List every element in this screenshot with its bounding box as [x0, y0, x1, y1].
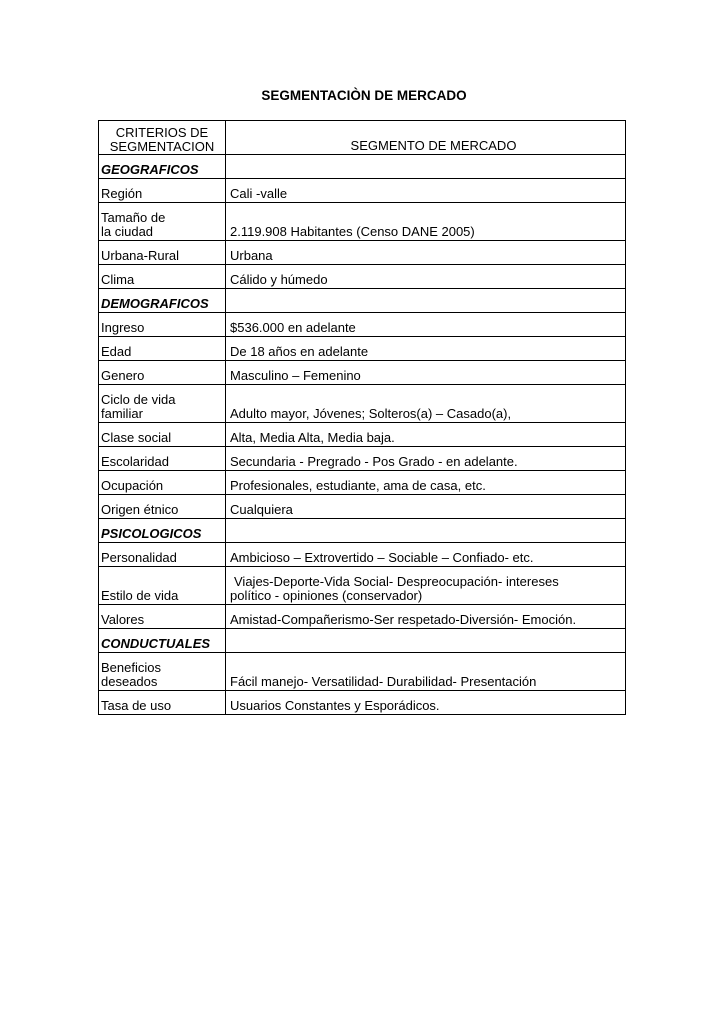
row-value: Cali -valle [226, 179, 626, 203]
table-header-row [99, 121, 626, 155]
row-value: Cálido y húmedo [226, 265, 626, 289]
criteria-header [99, 121, 226, 155]
table-row [99, 543, 626, 567]
section-row [99, 289, 626, 313]
row-label: Escolaridad [99, 447, 226, 471]
table-row [99, 495, 626, 519]
criteria-header-line1: CRITERIOS DE [115, 125, 209, 140]
row-label [99, 203, 226, 241]
row-label-line2: deseados [101, 674, 158, 689]
row-label: Tasa de uso [99, 691, 226, 715]
table-row [99, 653, 626, 691]
row-value: Masculino – Femenino [226, 361, 626, 385]
segmentation-table [98, 120, 626, 715]
row-label: Origen étnico [99, 495, 226, 519]
table-row [99, 447, 626, 471]
row-value [226, 567, 626, 605]
row-value: Fácil manejo- Versatilidad- Durabilidad- Presentación [226, 653, 626, 691]
row-label: Clase social [99, 423, 226, 447]
row-label: Valores [99, 605, 226, 629]
table-row [99, 337, 626, 361]
section-demograficos: DEMOGRAFICOS [99, 289, 226, 313]
section-row [99, 155, 626, 179]
row-label: Clima [99, 265, 226, 289]
row-value: Amistad-Compañerismo-Ser respetado-Diversión- Emoción. [226, 605, 626, 629]
table-row [99, 691, 626, 715]
row-value: Ambicioso – Extrovertido – Sociable – Confiado- etc. [226, 543, 626, 567]
row-value: Alta, Media Alta, Media baja. [226, 423, 626, 447]
criteria-header-line2: SEGMENTACION [109, 138, 215, 154]
row-value: Urbana [226, 241, 626, 265]
row-label: Genero [99, 361, 226, 385]
table-row [99, 605, 626, 629]
row-label-line2: la ciudad [101, 224, 154, 239]
row-label: Urbana-Rural [99, 241, 226, 265]
row-label [99, 653, 226, 691]
row-label: Región [99, 179, 226, 203]
row-label: Personalidad [99, 543, 226, 567]
row-value: 2.119.908 Habitantes (Censo DANE 2005) [226, 203, 626, 241]
row-value: $536.000 en adelante [226, 313, 626, 337]
row-value: Secundaria - Pregrado - Pos Grado - en adelante. [226, 447, 626, 471]
row-label-line2: familiar [101, 406, 143, 421]
table-row [99, 241, 626, 265]
section-psicologicos: PSICOLOGICOS [99, 519, 226, 543]
row-value: Adulto mayor, Jóvenes; Solteros(a) – Casado(a), [226, 385, 626, 423]
row-label-line1: Ciclo de vida [101, 392, 176, 407]
table-row [99, 385, 626, 423]
section-conductuales: CONDUCTUALES [99, 629, 226, 653]
table-row [99, 567, 626, 605]
row-value: De 18 años en adelante [226, 337, 626, 361]
table-row [99, 361, 626, 385]
row-value: Profesionales, estudiante, ama de casa, etc. [226, 471, 626, 495]
row-value: Cualquiera [226, 495, 626, 519]
document-title: SEGMENTACIÒN DE MERCADO [261, 88, 467, 103]
table-row [99, 471, 626, 495]
row-label-line1: Beneficios [101, 660, 161, 675]
row-label: Ocupación [99, 471, 226, 495]
row-label-line1: Tamaño de [101, 210, 166, 225]
row-label: Ingreso [99, 313, 226, 337]
row-value: Usuarios Constantes y Esporádicos. [226, 691, 626, 715]
section-row [99, 629, 626, 653]
row-label: Estilo de vida [99, 567, 226, 605]
table-row [99, 423, 626, 447]
table-row [99, 179, 626, 203]
section-row [99, 519, 626, 543]
section-geograficos: GEOGRAFICOS [99, 155, 226, 179]
row-label: Edad [99, 337, 226, 361]
row-value-line2: político - opiniones (conservador) [230, 588, 423, 603]
table-row [99, 203, 626, 241]
row-value-line1: Viajes-Deporte-Vida Social- Despreocupación- intereses [234, 574, 559, 589]
table-row [99, 313, 626, 337]
segment-header: SEGMENTO DE MERCADO [226, 121, 626, 155]
row-label [99, 385, 226, 423]
table-row [99, 265, 626, 289]
